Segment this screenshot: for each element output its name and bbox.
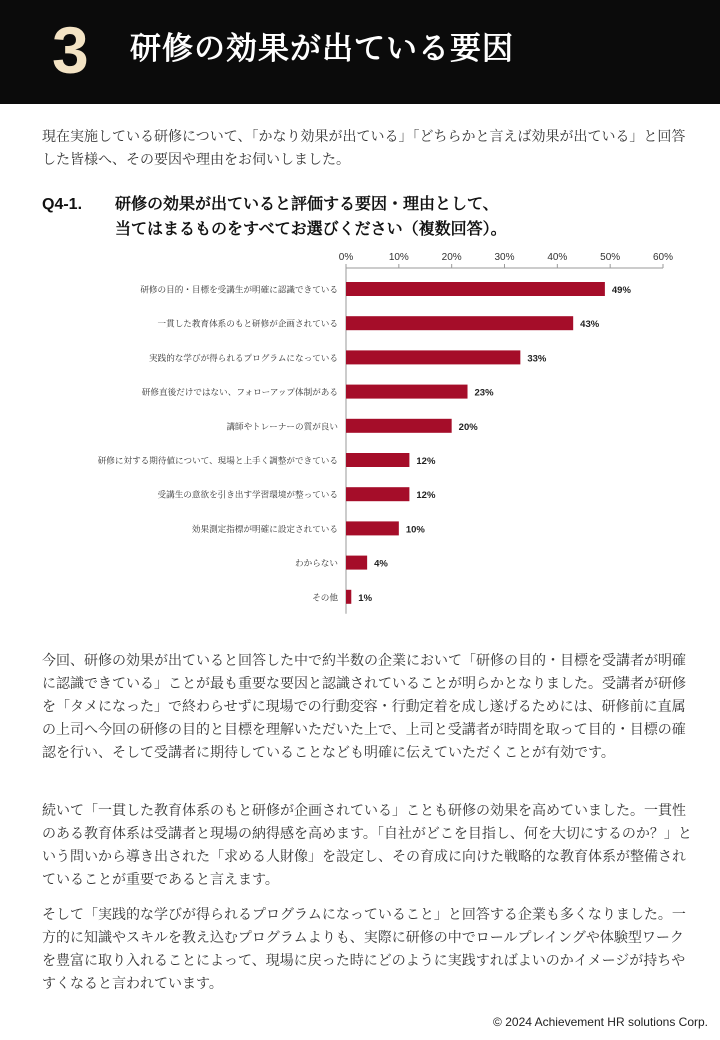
bar <box>346 590 351 604</box>
bar <box>346 282 605 296</box>
copyright-footer: © 2024 Achievement HR solutions Corp. <box>493 1015 708 1029</box>
paragraph-2: 続いて「一貫した教育体系のもと研修が企画されている」ことも研修の効果を高めていました。一貫性のある教育体系は受講者と現場の納得感を高めます。「自社がどこを目指し、何を大切にするのか？」という問いから導き出された「求める人財像」を設定し、その育成に向けた戦略的な教育体系が整備されていることが重要であると言えます。 <box>42 803 692 888</box>
x-tick-label: 50% <box>600 252 621 263</box>
section-number: 3 <box>52 13 89 87</box>
category-label: 実践的な学びが得られるプログラムになっている <box>149 353 338 364</box>
category-label: 研修の目的・目標を受講生が明確に認識できている <box>140 285 338 296</box>
paragraph-3: そして「実践的な学びが得られるプログラムになっていること」と回答する企業も多くなりました。一方的に知識やスキルを教え込むプログラムよりも、実際に研修の中でロールプレイングや体験型ワークを豊富に取り入れることによって、現場に戻った時にどのように実践すればよいのかイメージが持ちやすくなると言われています。 <box>42 907 686 992</box>
data-label: 43% <box>580 319 600 331</box>
section-title: 研修の効果が出ている要因 <box>130 31 514 67</box>
question-line-2: 当てはまるものをすべてお選びください（複数回答）。 <box>115 219 507 238</box>
paragraph-1: 今回、研修の効果が出ていると回答した中で約半数の企業において「研修の目的・目標を受講者が明確に認識できている」ことが最も重要な要因と認識されていることが明らかとなりました。受講者が研修を「タメになった」で終わらせずに現場での行動変容・行動定着を成し遂げるためには、研修前に直属の上司へ今回の研修の目的と目標を理解いただいた上で、上司と受講者が時間を取って目的・目標の確認を行い、そして受講者に期待していることなども明確に伝えていただくことが有効です。 <box>42 653 686 761</box>
category-label: 効果測定指標が明確に設定されている <box>191 524 338 535</box>
category-label: 研修直後だけではない、フォローアップ体制がある <box>141 388 338 399</box>
category-label: その他 <box>312 593 338 604</box>
category-label: 講師やトレーナーの質が良い <box>226 422 338 433</box>
bar <box>346 521 399 535</box>
question-line-1: 研修の効果が出ていると評価する要因・理由として、 <box>115 194 499 213</box>
x-tick-label: 40% <box>547 252 568 263</box>
question-heading <box>42 192 702 241</box>
question-number: Q4-1. <box>42 196 83 213</box>
data-label: 10% <box>405 524 425 536</box>
bar <box>346 316 573 330</box>
bar <box>346 556 367 570</box>
category-label: 研修に対する期待値について、現場と上手く調整ができている <box>97 456 338 467</box>
data-label: 12% <box>416 490 436 502</box>
bar <box>346 487 409 501</box>
data-label: 49% <box>611 285 631 296</box>
x-tick-label: 30% <box>494 252 515 263</box>
data-label: 23% <box>474 387 494 399</box>
bar <box>346 350 520 364</box>
bar-chart <box>0 246 720 616</box>
intro-text: 現在実施している研修について、「かなり効果が出ている」「どちらかと言えば効果が出ている」と回答した皆様へ、その要因や理由をお伺いしました。 <box>42 129 686 168</box>
data-label: 33% <box>527 353 547 365</box>
data-label: 20% <box>458 421 478 433</box>
x-tick-label: 10% <box>388 252 409 263</box>
category-label: 受講生の意欲を引き出す学習環境が整っている <box>157 490 338 501</box>
data-label: 12% <box>416 456 436 467</box>
x-tick-label: 60% <box>652 252 674 263</box>
bar <box>346 453 409 467</box>
section-header <box>0 0 720 104</box>
category-label: わからない <box>295 559 338 570</box>
category-label: 一貫した教育体系のもと研修が企画されている <box>157 319 338 330</box>
bar <box>346 385 468 399</box>
x-tick-label: 0% <box>338 252 354 263</box>
data-label: 4% <box>374 558 388 570</box>
bar <box>346 419 452 433</box>
data-label: 1% <box>358 592 373 604</box>
x-tick-label: 20% <box>441 252 462 263</box>
